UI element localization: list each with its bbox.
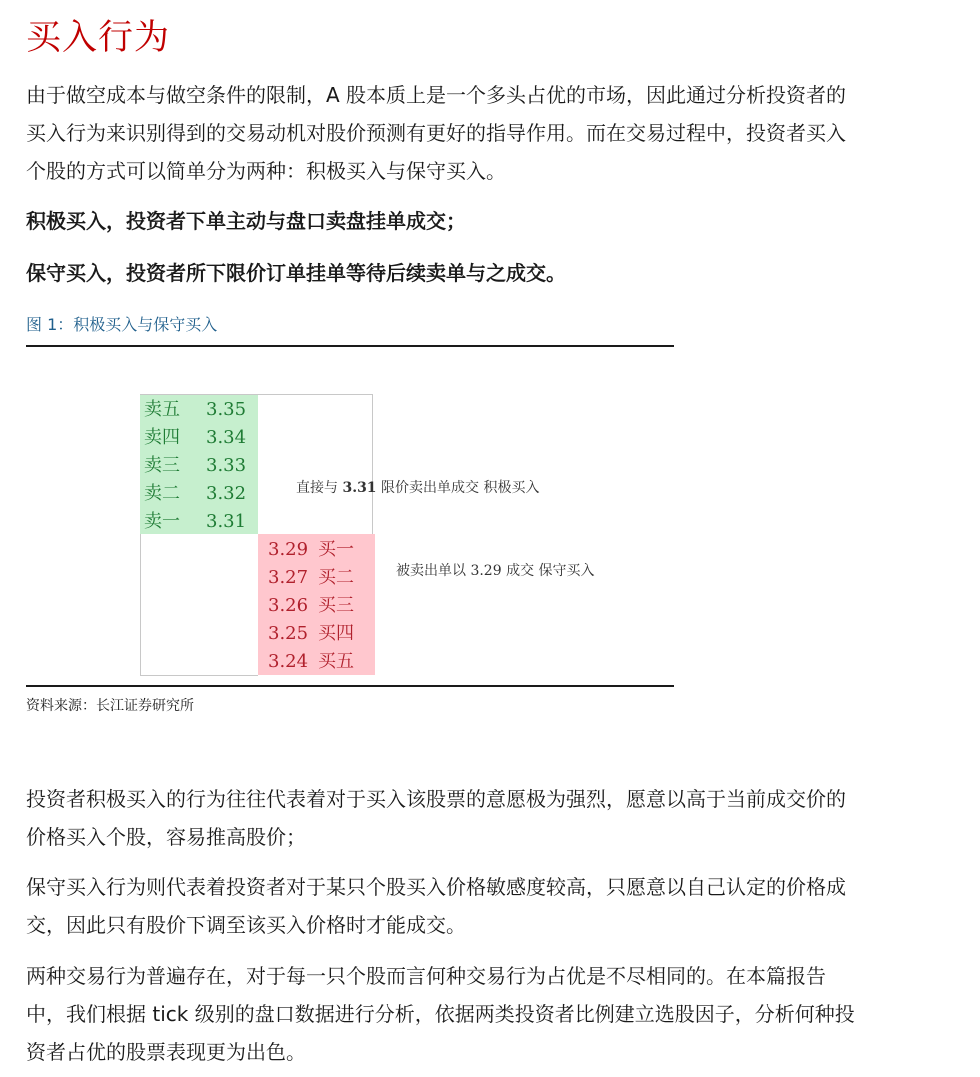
order-book-figure	[140, 394, 377, 676]
order-book-frame-bottom	[140, 534, 258, 676]
bid-level-4	[268, 620, 372, 648]
bid-price: 3.27	[268, 567, 309, 588]
ask-price: 3.31	[206, 511, 247, 532]
ask-level-4	[144, 424, 256, 452]
figure-bottom-rule	[26, 685, 674, 687]
intro-paragraph: 由于做空成本与做空条件的限制，A 股本质上是一个多头占优的市场，因此通过分析投资者的买入行为来识别得到的交易动机对股价预测有更好的指导作用。而在交易过程中，投资者买入个股的方式可以简单分为两种：积极买入与保守买入。	[26, 83, 847, 183]
ask-level-1	[144, 508, 256, 536]
ask-price: 3.33	[206, 455, 247, 476]
section-title: 买入行为	[26, 18, 171, 58]
ask-label: 卖二	[144, 483, 180, 504]
conclusion-paragraph: 两种交易行为普遍存在，对于每一只个股而言何种交易行为占优是不尽相同的。在本篇报告中，我们根据 tick 级别的盘口数据进行分析，依据两类投资者比例建立选股因子，分析何种投资者占优的股票表现更为出色。	[26, 964, 855, 1064]
ask-price: 3.32	[206, 483, 247, 504]
bid-label: 买五	[318, 651, 354, 672]
bid-level-5	[268, 648, 372, 676]
ask-label: 卖四	[144, 427, 180, 448]
bid-price: 3.25	[268, 623, 309, 644]
ask-price: 3.35	[206, 399, 247, 420]
annotation-active-post: 限价卖出单成交 积极买入	[381, 480, 540, 496]
ask-label: 卖三	[144, 455, 180, 476]
bid-price: 3.26	[268, 595, 309, 616]
active-buy-paragraph: 投资者积极买入的行为往往代表着对于买入该股票的意愿极为强烈，愿意以高于当前成交价的价格买入个股，容易推高股价；	[26, 787, 846, 849]
ask-label: 卖一	[144, 511, 180, 532]
annotation-active-price: 3.31	[342, 480, 377, 496]
bid-price: 3.29	[268, 539, 309, 560]
bid-level-1	[268, 536, 372, 564]
active-buy-annotation	[296, 478, 539, 498]
figure-source: 资料来源：长江证券研究所	[26, 698, 194, 714]
bid-label: 买四	[318, 623, 354, 644]
passive-buy-definition: 保守买入，投资者所下限价订单挂单等待后续卖单与之成交。	[26, 261, 566, 285]
bid-level-2	[268, 564, 372, 592]
figure-caption: 图 1：积极买入与保守买入	[26, 315, 218, 334]
bid-label: 买二	[318, 567, 354, 588]
figure-top-rule	[26, 345, 674, 347]
ask-level-5	[144, 396, 256, 424]
bid-label: 买三	[318, 595, 354, 616]
passive-buy-annotation: 被卖出单以 3.29 成交 保守买入	[396, 563, 595, 579]
ask-level-2	[144, 480, 256, 508]
ask-level-3	[144, 452, 256, 480]
bid-level-3	[268, 592, 372, 620]
bid-price: 3.24	[268, 651, 309, 672]
ask-price: 3.34	[206, 427, 247, 448]
passive-buy-paragraph: 保守买入行为则代表着投资者对于某只个股买入价格敏感度较高，只愿意以自己认定的价格成交，因此只有股价下调至该买入价格时才能成交。	[26, 875, 846, 937]
annotation-active-pre: 直接与	[296, 480, 338, 496]
bid-label: 买一	[318, 539, 354, 560]
active-buy-definition: 积极买入，投资者下单主动与盘口卖盘挂单成交；	[26, 209, 466, 233]
ask-label: 卖五	[144, 399, 180, 420]
